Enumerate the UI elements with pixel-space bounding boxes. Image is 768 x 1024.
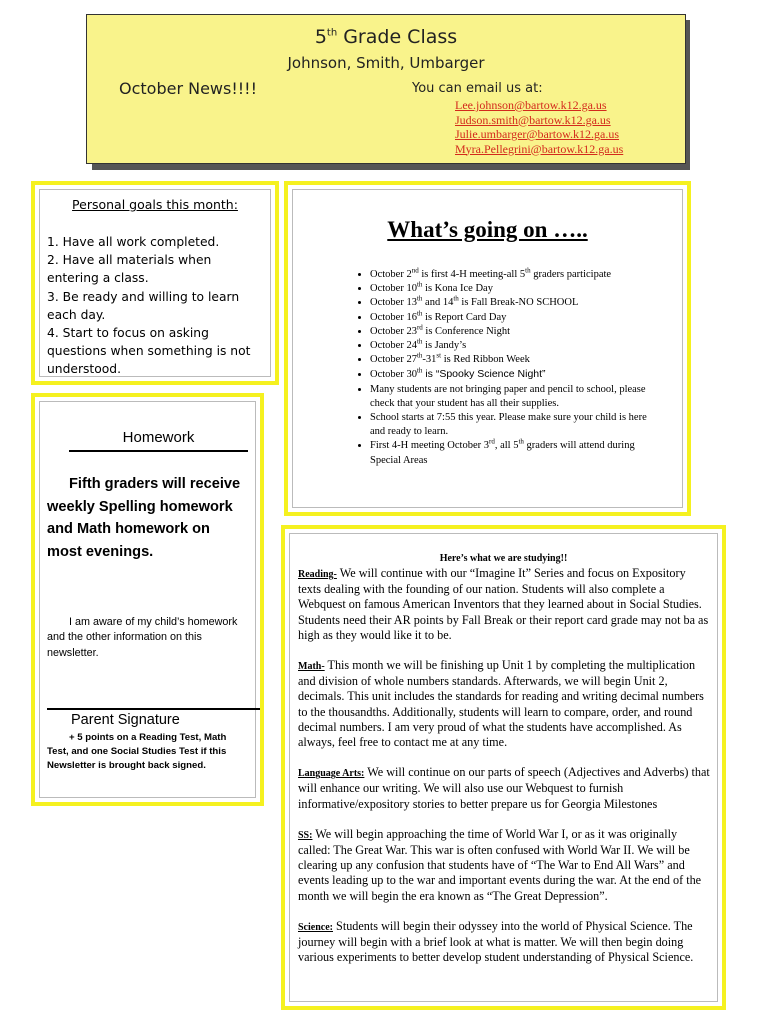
email-list <box>455 98 623 156</box>
goal-item: 4. Start to focus on asking questions when something is not understood. <box>47 326 251 377</box>
goal-item: 3. Be ready and willing to learn each day. <box>47 289 240 322</box>
email-link-pellegrini[interactable]: Myra.Pellegrini@bartow.k12.ga.us <box>455 141 624 156</box>
subject-label: Science: <box>298 921 333 933</box>
email-prompt: You can email us at: <box>412 81 543 96</box>
subject-text: This month we will be finishing up Unit 1 by completing the multiplication and division of whole numbers standards. Afterwards, we will begin Unit 2, decimals. This unit includes the standards for reading and writing decimal numbers to the thousandths. Additionally, students will learn to compare, order, and round decimal numbers. I am very proud of what the students have accomplished. As always, feel free to contact me at any time. <box>298 658 704 750</box>
subject-label: SS: <box>298 829 313 841</box>
goals-list <box>47 233 267 379</box>
signature-line <box>47 708 260 710</box>
parent-signature-label: Parent Signature <box>71 712 180 728</box>
homework-title: Homework <box>69 429 248 452</box>
personal-goals-box <box>31 181 279 385</box>
teacher-names: Johnson, Smith, Umbarger <box>287 54 485 72</box>
subject-label: Reading- <box>298 569 337 580</box>
event-item: • Many students are not bringing paper and pencil to school, please check that your student has all their supplies. <box>370 383 657 411</box>
email-link-umbarger[interactable]: Julie.umbarger@bartow.k12.ga.us <box>455 127 620 141</box>
subject-text: We will continue with our “Imagine It” Series and focus on Expository texts dealing with the founding of our nation. Students will also complete a Webquest on famous American Inventors that they learned about in Social Studies. Students need their AR points by Fall Break or their report card grade may not ba as high as they would like it to be. <box>298 566 709 642</box>
event-item: • October 23rd is Conference Night <box>370 325 657 339</box>
event-item: • October 10th is Kona Ice Day <box>370 282 657 296</box>
event-item: • October 16th is Report Card Day <box>370 311 657 325</box>
events-list <box>332 268 657 468</box>
homework-description: Fifth graders will receive weekly Spelling homework and Math homework on most evenings. <box>47 476 241 560</box>
studying-heading: Here’s what we are studying!! <box>439 553 568 564</box>
goal-item: 2. Have all materials when entering a class. <box>47 253 212 286</box>
subject-label: Math- <box>298 661 325 673</box>
studying-box <box>281 525 726 1010</box>
subject-section <box>298 765 710 812</box>
subject-label: Language Arts: <box>298 768 365 780</box>
newsletter-header <box>86 14 686 164</box>
subject-section <box>298 566 710 643</box>
event-item: • October 24th is Jandy’s <box>370 339 657 353</box>
event-item: • School starts at 7:55 this year. Please make sure your child is here and ready to learn. <box>370 411 657 439</box>
email-link-johnson[interactable]: Lee.johnson@bartow.k12.ga.us <box>455 98 607 112</box>
event-item: • First 4-H meeting October 3rd, all 5th graders will attend during Special Areas <box>370 439 657 467</box>
email-link-smith[interactable]: Judson.smith@bartow.k12.ga.us <box>455 112 611 127</box>
subject-text: We will begin approaching the time of World War I, or as it was originally called: The Great War. This war is often confused with World War II. We will be clearing up any confusion that students have of “The War to End All Wars” and events leading up to the war and important events during the war. At the end of the month we will begin the era known as “The Great Depression”. <box>298 826 702 903</box>
event-item: • October 27th-31st is Red Ribbon Week <box>370 353 657 367</box>
parent-acknowledgement: I am aware of my child’s homework and the other information on this newsletter. <box>47 616 238 659</box>
homework-box <box>31 393 264 806</box>
event-item: • October 2nd is first 4-H meeting-all 5th graders participate <box>370 268 657 282</box>
events-heading: What’s going on ….. <box>387 217 588 242</box>
goal-item: 1. Have all work completed. <box>47 235 220 249</box>
october-news-title: October News!!!! <box>119 79 258 98</box>
bonus-points-note: + 5 points on a Reading Test, Math Test, and one Social Studies Test if this Newsletter is brought back signed. <box>47 732 227 771</box>
events-box <box>284 181 691 516</box>
subject-section <box>298 827 710 904</box>
event-item: • October 13th and 14th is Fall Break-NO SCHOOL <box>370 296 657 310</box>
event-item: • October 30th is “Spooky Science Night” <box>370 367 657 382</box>
subject-section <box>298 658 710 750</box>
subject-section <box>298 919 710 966</box>
subject-text: Students will begin their odyssey into the world of Physical Science. The journey will begin with a brief look at what is matter. We will then begin doing various experiments to better develop student understanding of Physical Science. <box>298 918 694 965</box>
goals-heading: Personal goals this month: <box>72 197 238 212</box>
studying-sections <box>298 566 710 980</box>
class-title: 5th Grade Class <box>314 26 458 48</box>
subject-text: We will continue on our parts of speech (Adjectives and Adverbs) that will enhance our writing. We will also use our Webquest to furnish informative/expository stories to better prepare us for Georgia Milestones <box>298 765 710 811</box>
